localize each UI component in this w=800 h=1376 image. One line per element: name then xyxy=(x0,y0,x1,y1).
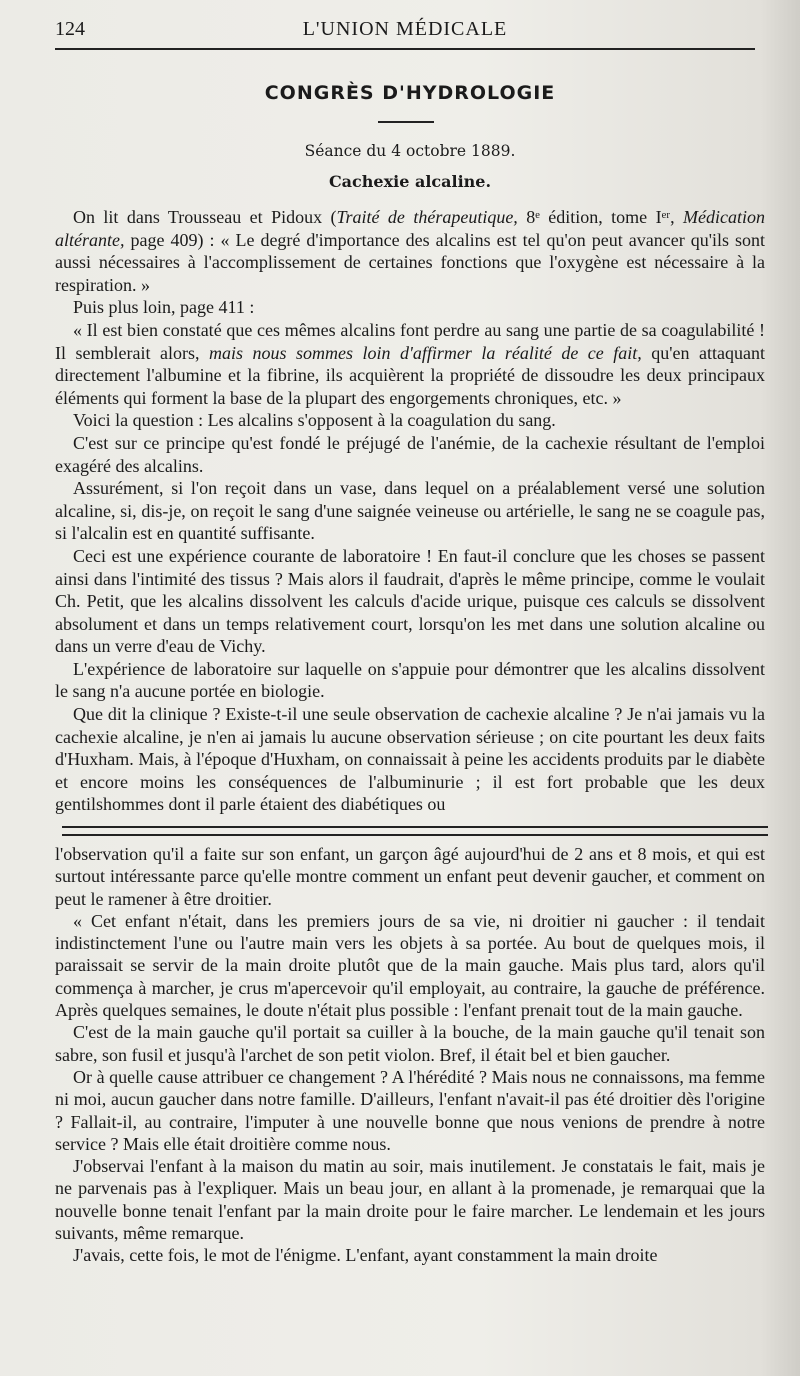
paragraph: L'expérience de laboratoire sur laquelle on s'appuie pour démontrer que les alcalins dissolvent le sang n'a aucune portée en biologie. xyxy=(55,658,765,702)
running-title: L'UNION MÉDICALE xyxy=(302,18,508,40)
section-separator xyxy=(62,826,768,836)
paragraph: Or à quelle cause attribuer ce changement ? A l'hérédité ? Mais nous ne connaissons, ma femme ni moi, aucun gaucher dans notre famille. D'ailleurs, l'enfant n'avait-il pas été droitier dès l'origine ? Fallait-il, au contraire, l'imputer à une nouvelle bonne que nous venions de prendre à notre service ? Mais elle était droitière comme nous. xyxy=(55,1066,765,1154)
feuilleton-body xyxy=(55,843,765,1267)
paragraph: J'observai l'enfant à la maison du matin au soir, mais inutilement. Je constatais le fait, mais je ne parvenais pas à l'expliquer. Mais un beau jour, en allant à la promenade, je remarquai que la nouvelle bonne tenait l'enfant par la main droite pour le faire marcher. Le lendemain et les jours suivants, même remarque. xyxy=(55,1156,765,1244)
paragraph: Puis plus loin, page 411 : xyxy=(73,297,255,318)
section-title: CONGRÈS D'HYDROLOGIE xyxy=(264,82,556,104)
paragraph: Que dit la clinique ? Existe-t-il une seule observation de cachexie alcaline ? Je n'ai jamais vu la cachexie alcaline, je n'en ai jamais lu aucune observation sérieuse ; on cite pourtant les deux faits d'Huxham. Mais, à l'époque d'Huxham, on connaissait à peine les accidents produits par le diabète et encore moins les conséquences de l'albuminurie ; il est fort probable que les deux gentilshommes dont il parle étaient des diabétiques ou xyxy=(55,704,765,815)
page-header xyxy=(55,14,755,48)
article-body xyxy=(55,206,765,816)
paragraph: J'avais, cette fois, le mot de l'énigme. L'enfant, ayant constamment la main droite xyxy=(73,1245,658,1266)
paragraph: C'est sur ce principe qu'est fondé le préjugé de l'anémie, de la cachexie résultant de l'emploi exagéré des alcalins. xyxy=(55,432,765,476)
page-number: 124 xyxy=(55,18,85,40)
seance-date: Séance du 4 octobre 1889. xyxy=(304,142,516,160)
header-rule xyxy=(55,48,755,50)
paragraph: Voici la question : Les alcalins s'opposent à la coagulation du sang. xyxy=(73,410,556,431)
paragraph: On lit dans Trousseau et Pidoux (Traité de thérapeutique, 8ᵉ édition, tome Iᵉʳ, Médication altérante, page 409) : « Le degré d'importance des alcalins est tel qu'on peut avancer qu'ils sont aussi nécessaires à l'accomplissement de certaines fonctions que l'oxygène est nécessaire à la respiration. » xyxy=(55,207,765,295)
title-rule xyxy=(378,121,434,123)
paragraph: C'est de la main gauche qu'il portait sa cuiller à la bouche, de la main gauche qu'il tenait son sabre, son fusil et jusqu'à l'archet de son petit violon. Bref, il était bel et bien gaucher. xyxy=(55,1022,765,1065)
article-subtitle: Cachexie alcaline. xyxy=(328,172,492,191)
paragraph: « Il est bien constaté que ces mêmes alcalins font perdre au sang une partie de sa coagulabilité ! Il semblerait alors, mais nous sommes loin d'affirmer la réalité de ce fait, qu'en attaquant directement l'albumine et la fibrine, ils acquièrent la propriété de dissoudre les deux principaux éléments qui forment la base de la plupart des engorgements chroniques, etc. » xyxy=(55,319,765,408)
paragraph: « Cet enfant n'était, dans les premiers jours de sa vie, ni droitier ni gaucher : il tendait indistinctement l'une ou l'autre main vers les objets à sa portée. Au bout de quelques mois, il paraissait se servir de la main droite plutôt que de la main gauche. Mais plus tard, alors qu'il commença à marcher, je crus m'apercevoir qu'il employait, au contraire, la gauche de préférence. Après quelques semaines, le doute n'était plus possible : l'enfant prenait tout de la main gauche. xyxy=(55,910,765,1021)
paragraph: l'observation qu'il a faite sur son enfant, un garçon âgé aujourd'hui de 2 ans et 8 mois, et qui est surtout intéressante parce qu'elle montre comment un enfant peut devenir gaucher, et comment on peut le ramener à être droitier. xyxy=(55,844,765,909)
paragraph: Assurément, si l'on reçoit dans un vase, dans lequel on a préalablement versé une solution alcaline, si, dis-je, on reçoit le sang d'une saignée veineuse ou artérielle, le sang ne se coagule pas, si l'alcalin est en quantité suffisante. xyxy=(55,478,765,544)
paragraph: Ceci est une expérience courante de laboratoire ! En faut-il conclure que les choses se passent ainsi dans l'intimité des tissus ? Mais alors il faudrait, d'après le même principe, comme le voulait Ch. Petit, que les alcalins dissolvent les calculs d'acide urique, puisque ces calculs se dissolvent absolument et dans un temps relativement court, lorsqu'on les met dans une solution alcaline ou dans un verre d'eau de Vichy. xyxy=(55,545,765,657)
